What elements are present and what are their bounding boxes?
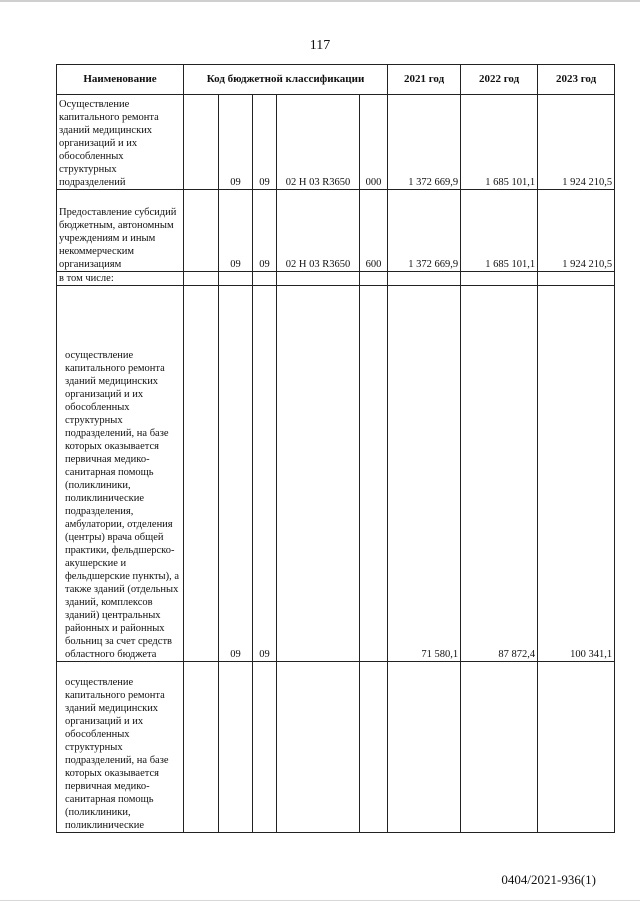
header-code: Код бюджетной классификации — [184, 65, 388, 95]
code-subsection: 09 — [253, 95, 277, 190]
table-row — [57, 662, 615, 833]
code-expense-type: 600 — [360, 190, 388, 272]
table-row — [57, 272, 615, 286]
row-name: Осуществление капитального ремонта зданий медицинских организаций и их обособленных структурных подразделений — [57, 95, 184, 190]
code-expense-type — [360, 286, 388, 662]
row-name: в том числе: — [57, 272, 184, 286]
code-cell — [184, 286, 219, 662]
value-2021: 71 580,1 — [388, 286, 461, 662]
header-name: Наименование — [57, 65, 184, 95]
code-section: 09 — [219, 95, 253, 190]
value-2023 — [538, 662, 615, 833]
code-subsection — [253, 272, 277, 286]
bottom-rule — [0, 900, 640, 901]
code-section — [219, 662, 253, 833]
code-target — [277, 272, 360, 286]
code-target — [277, 662, 360, 833]
code-target — [277, 286, 360, 662]
top-rule — [0, 0, 640, 2]
value-2022: 1 685 101,1 — [461, 95, 538, 190]
value-2022 — [461, 662, 538, 833]
budget-table — [56, 64, 615, 833]
table-row — [57, 190, 615, 272]
value-2022: 1 685 101,1 — [461, 190, 538, 272]
table-row — [57, 286, 615, 662]
value-2021 — [388, 662, 461, 833]
code-target: 02 Н 03 R3650 — [277, 95, 360, 190]
code-expense-type: 000 — [360, 95, 388, 190]
row-name: Предоставление субсидий бюджетным, автономным учреждениям и иным некоммерческим организациям — [57, 190, 184, 272]
code-cell — [184, 95, 219, 190]
code-section: 09 — [219, 190, 253, 272]
code-section — [219, 272, 253, 286]
value-2021 — [388, 272, 461, 286]
header-2022: 2022 год — [461, 65, 538, 95]
code-subsection: 09 — [253, 286, 277, 662]
value-2022 — [461, 272, 538, 286]
page-number: 117 — [309, 38, 331, 53]
header-row — [57, 65, 615, 95]
code-expense-type — [360, 662, 388, 833]
code-subsection: 09 — [253, 190, 277, 272]
value-2023 — [538, 272, 615, 286]
value-2022: 87 872,4 — [461, 286, 538, 662]
code-section: 09 — [219, 286, 253, 662]
value-2021: 1 372 669,9 — [388, 190, 461, 272]
code-subsection — [253, 662, 277, 833]
code-cell — [184, 662, 219, 833]
value-2023: 1 924 210,5 — [538, 95, 615, 190]
code-cell — [184, 272, 219, 286]
table-row — [57, 95, 615, 190]
header-2021: 2021 год — [388, 65, 461, 95]
code-expense-type — [360, 272, 388, 286]
value-2021: 1 372 669,9 — [388, 95, 461, 190]
header-2023: 2023 год — [538, 65, 615, 95]
value-2023: 1 924 210,5 — [538, 190, 615, 272]
code-cell — [184, 190, 219, 272]
value-2023: 100 341,1 — [538, 286, 615, 662]
code-target: 02 Н 03 R3650 — [277, 190, 360, 272]
document-id: 0404/2021-936(1) — [501, 872, 596, 887]
row-name: осуществление капитального ремонта зданий медицинских организаций и их обособленных структурных подразделений, на базе которых оказывается первичная медико-санитарная помощь (поликлиники, поликлинические — [57, 662, 184, 833]
row-name: осуществление капитального ремонта зданий медицинских организаций и их обособленных структурных подразделений, на базе которых оказывается первичная медико-санитарная помощь (поликлиники, поликлинические подразделения, амбулатории, отделения (центры) врача общей практики, фельдшерско-акушерские и фельдшерские пункты), а также зданий (отдельных зданий, комплексов зданий) центральных районных и районных больниц за счет средств областного бюджета — [57, 286, 184, 662]
